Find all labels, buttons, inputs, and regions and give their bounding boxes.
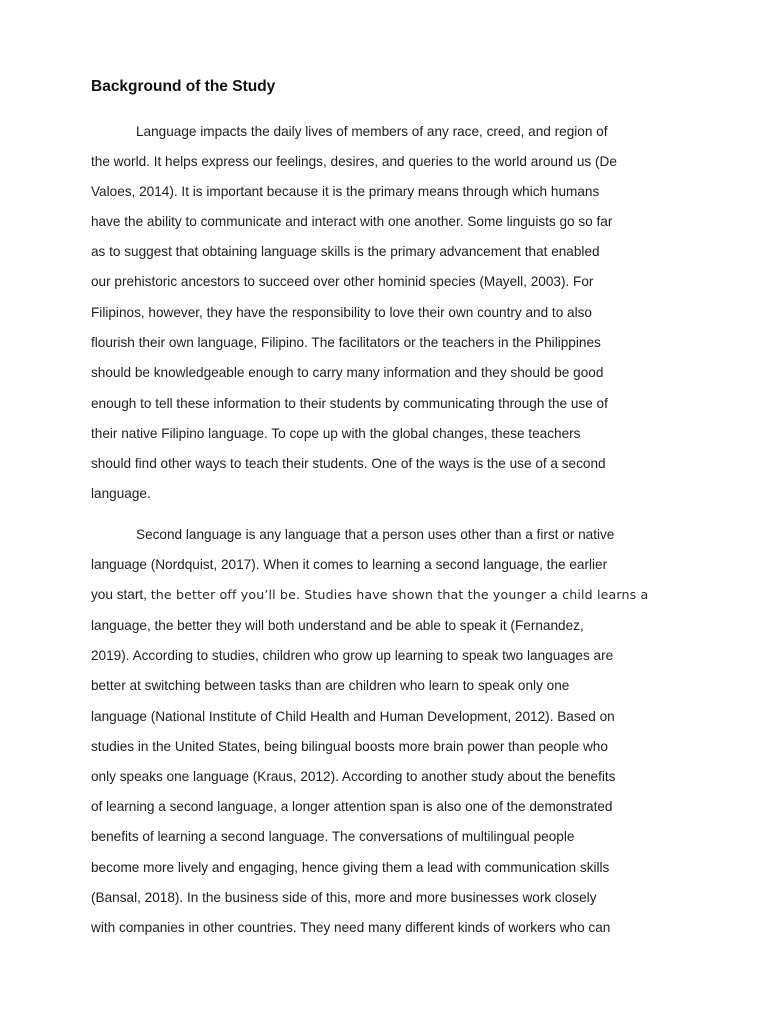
- paragraph-1-line: Language impacts the daily lives of members of any race, creed, and region of: [136, 124, 608, 139]
- paragraph-1-line: should be knowledgeable enough to carry many information and they should be good: [91, 365, 604, 380]
- paragraph-1-line: have the ability to communicate and interact with one another. Some linguists go so far: [91, 214, 613, 229]
- paragraph-2-line-start: you start,: [91, 587, 151, 602]
- paragraph-2-line: studies in the United States, being bilingual boosts more brain power than people who: [91, 739, 608, 754]
- paragraph-1-line: their native Filipino language. To cope up with the global changes, these teachers: [91, 426, 581, 441]
- paragraph-2-line: (Bansal, 2018). In the business side of this, more and more businesses work closely: [91, 890, 597, 905]
- paragraph-1-line: Filipinos, however, they have the responsibility to love their own country and to also: [91, 305, 592, 320]
- paragraph-1-line: language.: [91, 486, 151, 501]
- paragraph-2-line: 2019). According to studies, children who grow up learning to speak two languages are: [91, 648, 614, 663]
- paragraph-1-line: should find other ways to teach their students. One of the ways is the use of a second: [91, 456, 606, 471]
- paragraph-2-line: language (Nordquist, 2017). When it comes to learning a second language, the earlier: [91, 557, 608, 572]
- paragraph-1-line: enough to tell these information to their students by communicating through the use of: [91, 396, 608, 411]
- paragraph-1-line: the world. It helps express our feelings, desires, and queries to the world around us (De: [91, 154, 617, 169]
- paragraph-2-line: [91, 587, 648, 603]
- paragraph-2-line: language (National Institute of Child Health and Human Development, 2012). Based on: [91, 709, 615, 724]
- paragraph-1-line: as to suggest that obtaining language skills is the primary advancement that enabled: [91, 244, 600, 259]
- paragraph-2-line: Second language is any language that a person uses other than a first or native: [136, 527, 615, 542]
- paragraph-2-line: of learning a second language, a longer attention span is also one of the demonstrated: [91, 799, 613, 814]
- paragraph-2-line: become more lively and engaging, hence giving them a lead with communication skills: [91, 860, 610, 875]
- paragraph-1-line: our prehistoric ancestors to succeed over other hominid species (Mayell, 2003). For: [91, 274, 594, 289]
- paragraph-2-line: language, the better they will both understand and be able to speak it (Fernandez,: [91, 618, 584, 633]
- section-heading: Background of the Study: [91, 78, 276, 95]
- paragraph-1-line: flourish their own language, Filipino. The facilitators or the teachers in the Philippines: [91, 335, 601, 350]
- paragraph-2-line: better at switching between tasks than are children who learn to speak only one: [91, 678, 570, 693]
- paragraph-2-line: benefits of learning a second language. The conversations of multilingual people: [91, 829, 575, 844]
- paragraph-2-line: only speaks one language (Kraus, 2012). According to another study about the benefits: [91, 769, 616, 784]
- paragraph-2-line-alt-font: the better off you’ll be. Studies have shown that the younger a child learns a: [150, 587, 649, 602]
- paragraph-1-line: Valoes, 2014). It is important because it is the primary means through which humans: [91, 184, 600, 199]
- paragraph-2-line: with companies in other countries. They need many different kinds of workers who can: [91, 920, 611, 935]
